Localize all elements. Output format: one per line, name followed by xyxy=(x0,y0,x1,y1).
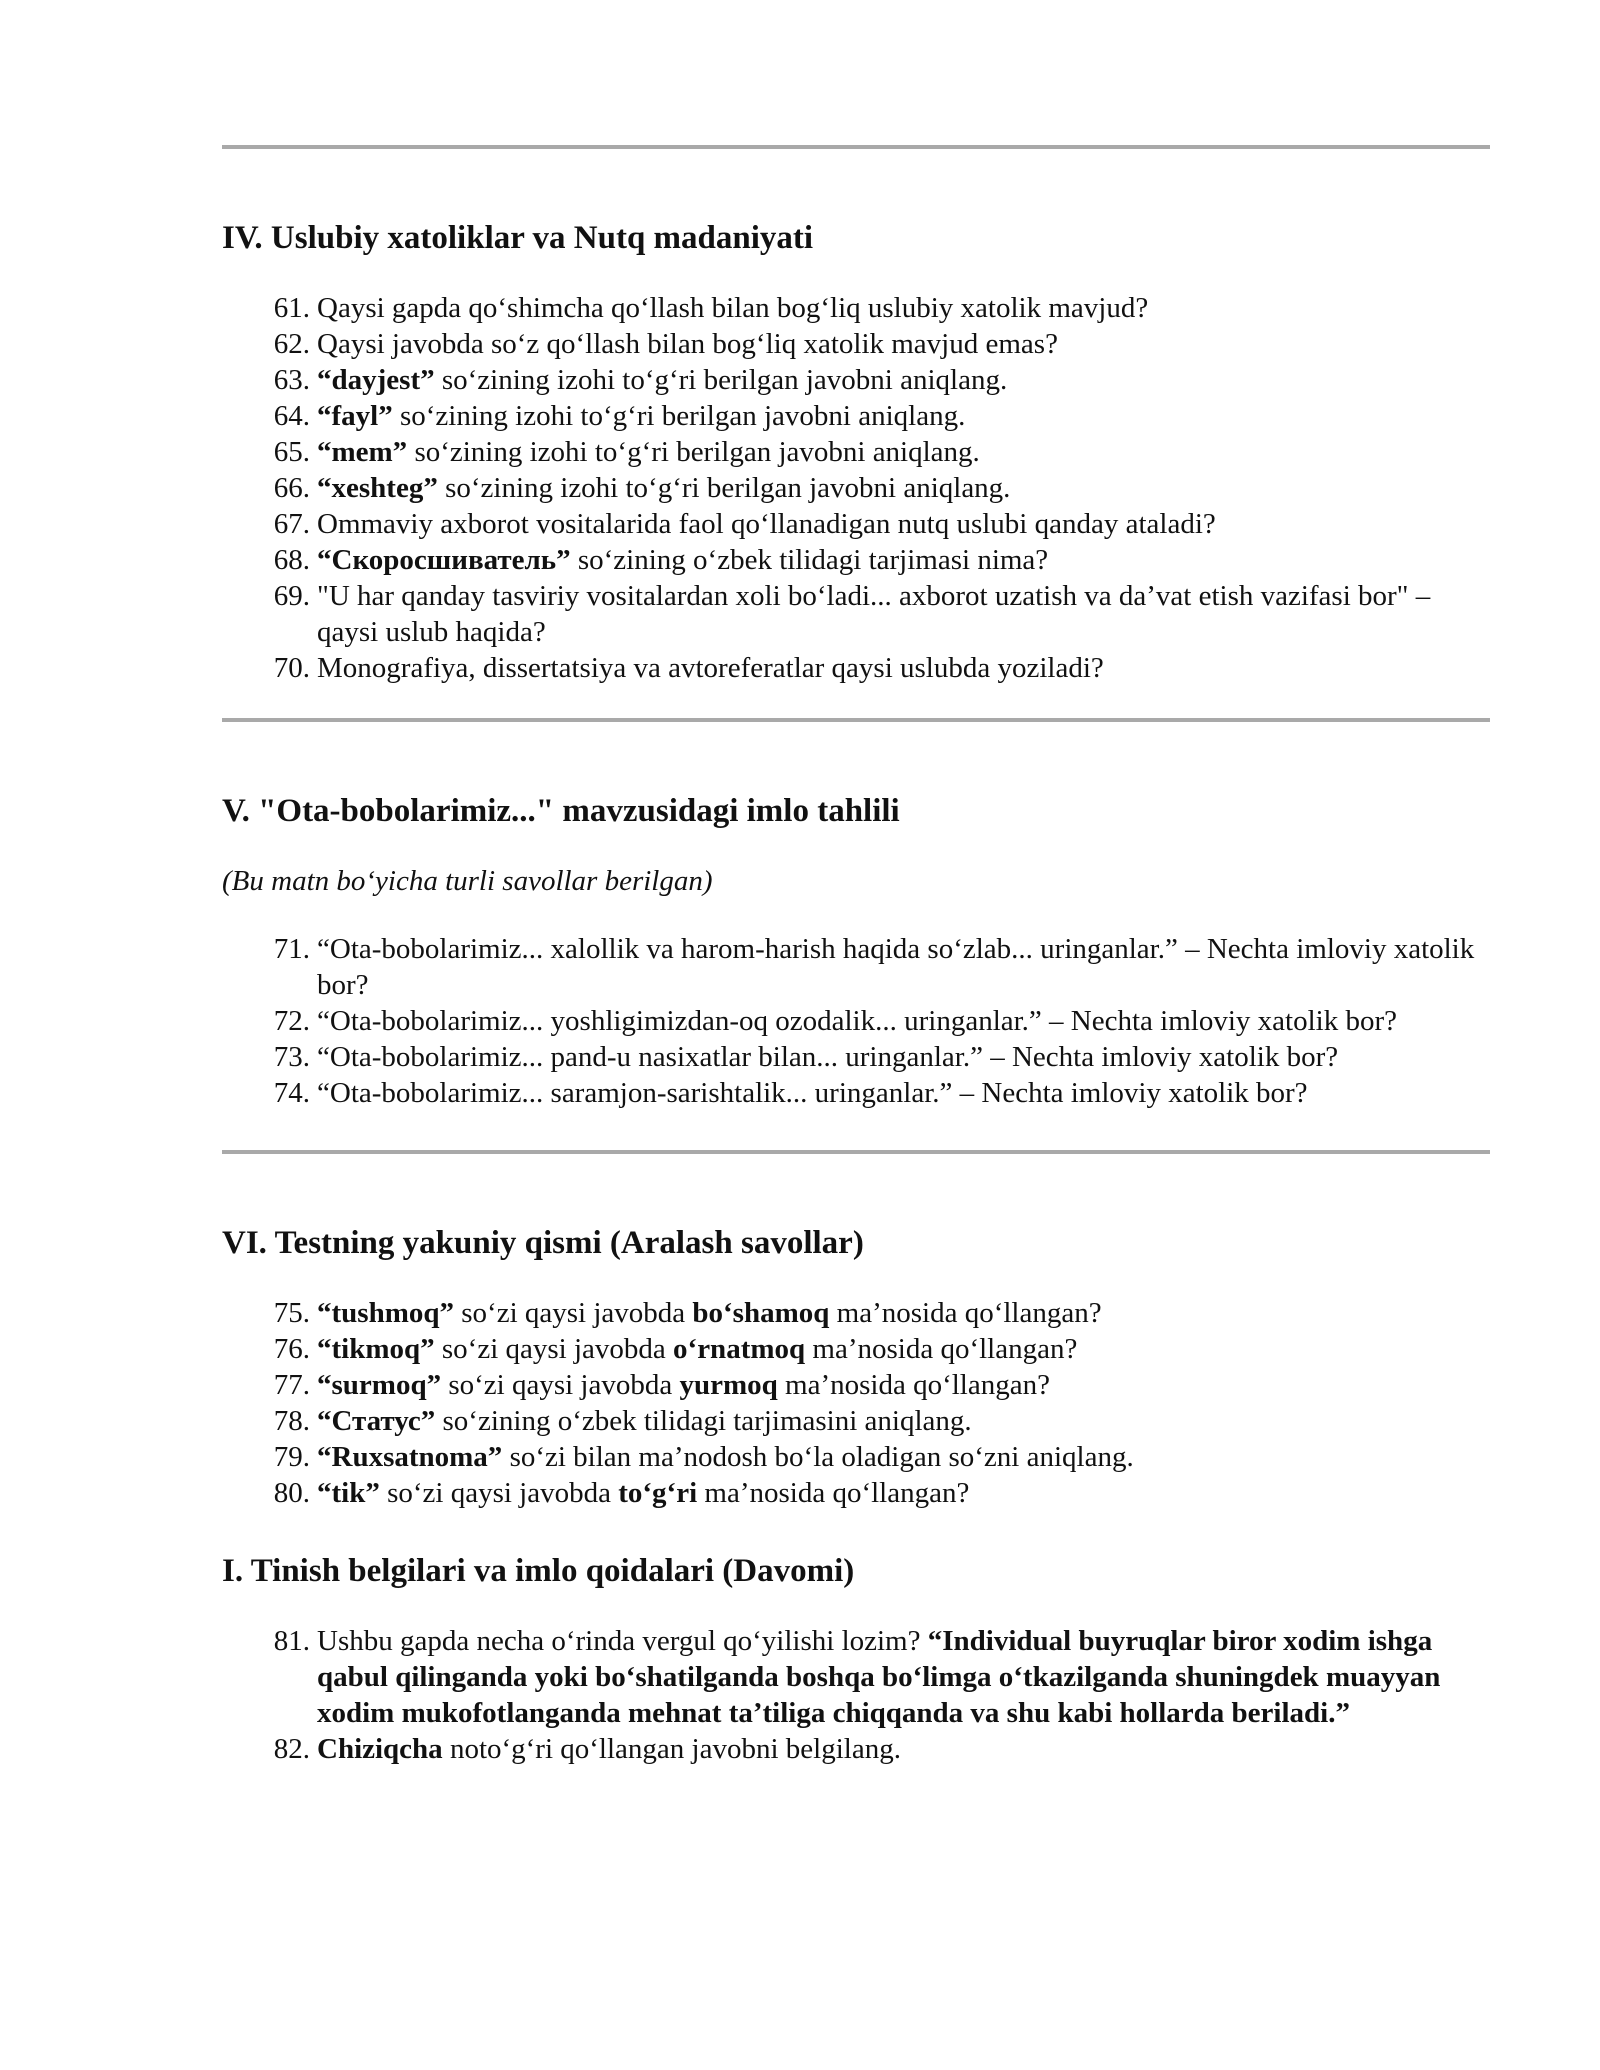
question-text: ma’nosida qo‘llangan? xyxy=(697,1477,970,1509)
question-number: 81. xyxy=(273,1625,310,1657)
question-item xyxy=(222,290,1492,326)
question-text: so‘zining izohi to‘g‘ri berilgan javobni aniqlang. xyxy=(392,400,966,432)
section-title: V. "Ota-bobolarimiz..." mavzusidagi imlo tahlili xyxy=(222,793,900,829)
question-text: Ushbu gapda necha o‘rinda vergul qo‘yilishi lozim? xyxy=(317,1625,928,1657)
question-text: so‘zining o‘zbek tilidagi tarjimasi nima? xyxy=(570,544,1049,576)
question-text-bold: o‘rnatmoq xyxy=(673,1333,806,1365)
section-title: I. Tinish belgilari va imlo qoidalari (Davomi) xyxy=(222,1553,855,1589)
question-text-bold: “Ruxsatnoma” xyxy=(317,1441,503,1473)
question-number: 75. xyxy=(273,1297,310,1329)
section-v xyxy=(222,791,1492,1111)
section-title: IV. Uslubiy xatoliklar va Nutq madaniyati xyxy=(222,220,814,256)
question-text: so‘zi qaysi javobda xyxy=(379,1477,619,1509)
section-title: VI. Testning yakuniy qismi (Aralash savollar) xyxy=(222,1225,864,1261)
question-item xyxy=(222,398,1492,434)
question-text: so‘zi qaysi javobda xyxy=(441,1369,680,1401)
question-text-bold: “tikmoq” xyxy=(317,1333,435,1365)
question-number: 78. xyxy=(273,1405,310,1437)
question-text: so‘zining izohi to‘g‘ri berilgan javobni aniqlang. xyxy=(434,364,1008,396)
question-number: 62. xyxy=(273,328,310,360)
question-text: Qaysi gapda qo‘shimcha qo‘llash bilan bog‘liq uslubiy xatolik mavjud? xyxy=(317,292,1149,324)
question-item xyxy=(222,1367,1492,1403)
question-text: so‘zi qaysi javobda xyxy=(454,1297,693,1329)
section-note: (Bu matn bo‘yicha turli savollar berilgan) xyxy=(222,865,713,897)
question-item xyxy=(222,506,1492,542)
question-text: “Ota-bobolarimiz... pand-u nasixatlar bilan... uringanlar.” – Nechta imloviy xatolik bor? xyxy=(317,1041,1339,1073)
question-text-bold: “tik” xyxy=(317,1477,380,1509)
question-number: 69. xyxy=(273,580,310,612)
question-text-bold: Chiziqcha xyxy=(317,1733,443,1765)
question-item xyxy=(222,470,1492,506)
question-text-bold: “Статус” xyxy=(317,1405,436,1437)
question-text: "U har qanday tasviriy vositalardan xoli bo‘ladi... axborot uzatish va da’vat etish vazifasi bor" – qaysi uslub haqida? xyxy=(317,580,1431,648)
question-text: ma’nosida qo‘llangan? xyxy=(805,1333,1078,1365)
question-item xyxy=(222,1439,1492,1475)
question-text: “Ota-bobolarimiz... saramjon-sarishtalik... uringanlar.” – Nechta imloviy xatolik bor? xyxy=(317,1077,1308,1109)
question-item xyxy=(222,542,1492,578)
question-number: 79. xyxy=(273,1441,310,1473)
question-text-bold: “xeshteg” xyxy=(317,472,438,504)
question-text: so‘zining o‘zbek tilidagi tarjimasini aniqlang. xyxy=(435,1405,972,1437)
question-text: Ommaviy axborot vositalarida faol qo‘llanadigan nutq uslubi qanday ataladi? xyxy=(317,508,1216,540)
question-item xyxy=(222,1623,1492,1731)
question-number: 72. xyxy=(273,1005,310,1037)
question-list xyxy=(222,290,1492,686)
question-text: so‘zining izohi to‘g‘ri berilgan javobni aniqlang. xyxy=(407,436,980,468)
question-number: 67. xyxy=(273,508,310,540)
question-number: 74. xyxy=(273,1077,310,1109)
section-i-continued xyxy=(222,1551,1492,1767)
question-item xyxy=(222,1003,1492,1039)
question-number: 68. xyxy=(273,544,310,576)
horizontal-rule-top xyxy=(222,145,1490,149)
section-vi xyxy=(222,1223,1492,1511)
question-text-bold: “Скоросшиватель” xyxy=(317,544,571,576)
question-item xyxy=(222,1075,1492,1111)
question-text: Monografiya, dissertatsiya va avtoreferatlar qaysi uslubda yoziladi? xyxy=(317,652,1104,684)
question-text: Qaysi javobda so‘z qo‘llash bilan bog‘liq xatolik mavjud emas? xyxy=(317,328,1058,360)
question-text-bold: “mem” xyxy=(317,436,408,468)
question-number: 76. xyxy=(273,1333,310,1365)
question-list xyxy=(222,1623,1492,1767)
question-list xyxy=(222,1295,1492,1511)
question-number: 80. xyxy=(273,1477,310,1509)
question-text: so‘zining izohi to‘g‘ri berilgan javobni aniqlang. xyxy=(437,472,1011,504)
question-item xyxy=(222,931,1492,1003)
question-item xyxy=(222,1475,1492,1511)
horizontal-rule-iv-v xyxy=(222,718,1490,722)
horizontal-rule-v-vi xyxy=(222,1150,1490,1154)
question-number: 71. xyxy=(273,933,310,965)
question-item xyxy=(222,1295,1492,1331)
question-text: so‘zi qaysi javobda xyxy=(434,1333,674,1365)
question-text-bold: “surmoq” xyxy=(317,1369,442,1401)
question-number: 70. xyxy=(273,652,310,684)
question-item xyxy=(222,434,1492,470)
question-item xyxy=(222,362,1492,398)
question-text: “Ota-bobolarimiz... yoshligimizdan-oq ozodalik... uringanlar.” – Nechta imloviy xatolik bor? xyxy=(317,1005,1397,1037)
question-number: 61. xyxy=(273,292,310,324)
question-item xyxy=(222,650,1492,686)
question-text-bold: yurmoq xyxy=(679,1369,778,1401)
question-number: 64. xyxy=(273,400,310,432)
question-text-bold: “tushmoq” xyxy=(317,1297,454,1329)
question-list xyxy=(222,931,1492,1111)
question-number: 73. xyxy=(273,1041,310,1073)
question-text: ma’nosida qo‘llangan? xyxy=(829,1297,1102,1329)
question-text-bold: to‘g‘ri xyxy=(618,1477,698,1509)
question-item xyxy=(222,1731,1492,1767)
question-text: so‘zi bilan ma’nodosh bo‘la oladigan so‘zni aniqlang. xyxy=(502,1441,1134,1473)
question-text-bold: bo‘shamoq xyxy=(692,1297,830,1329)
question-number: 82. xyxy=(273,1733,310,1765)
question-number: 63. xyxy=(273,364,310,396)
question-number: 65. xyxy=(273,436,310,468)
question-text-bold: “dayjest” xyxy=(317,364,435,396)
question-text: ma’nosida qo‘llangan? xyxy=(777,1369,1050,1401)
question-item xyxy=(222,578,1492,650)
question-text-bold: “Individual buyruqlar biror xodim ishga qabul qilinganda yoki bo‘shatilganda boshqa bo‘limga o‘tkazilganda shuningdek muayyan xodim mukofotlanganda mehnat ta’tiliga chiqqanda va shu kabi hollarda beriladi.” xyxy=(317,1625,1441,1729)
question-text: noto‘g‘ri qo‘llangan javobni belgilang. xyxy=(442,1733,901,1765)
question-item xyxy=(222,1403,1492,1439)
question-text-bold: “fayl” xyxy=(317,400,393,432)
question-item xyxy=(222,1039,1492,1075)
question-text: “Ota-bobolarimiz... xalollik va harom-harish haqida so‘zlab... uringanlar.” – Nechta imloviy xatolik bor? xyxy=(317,933,1475,1001)
question-item xyxy=(222,1331,1492,1367)
question-number: 77. xyxy=(273,1369,310,1401)
question-number: 66. xyxy=(273,472,310,504)
section-iv xyxy=(222,218,1492,686)
question-item xyxy=(222,326,1492,362)
